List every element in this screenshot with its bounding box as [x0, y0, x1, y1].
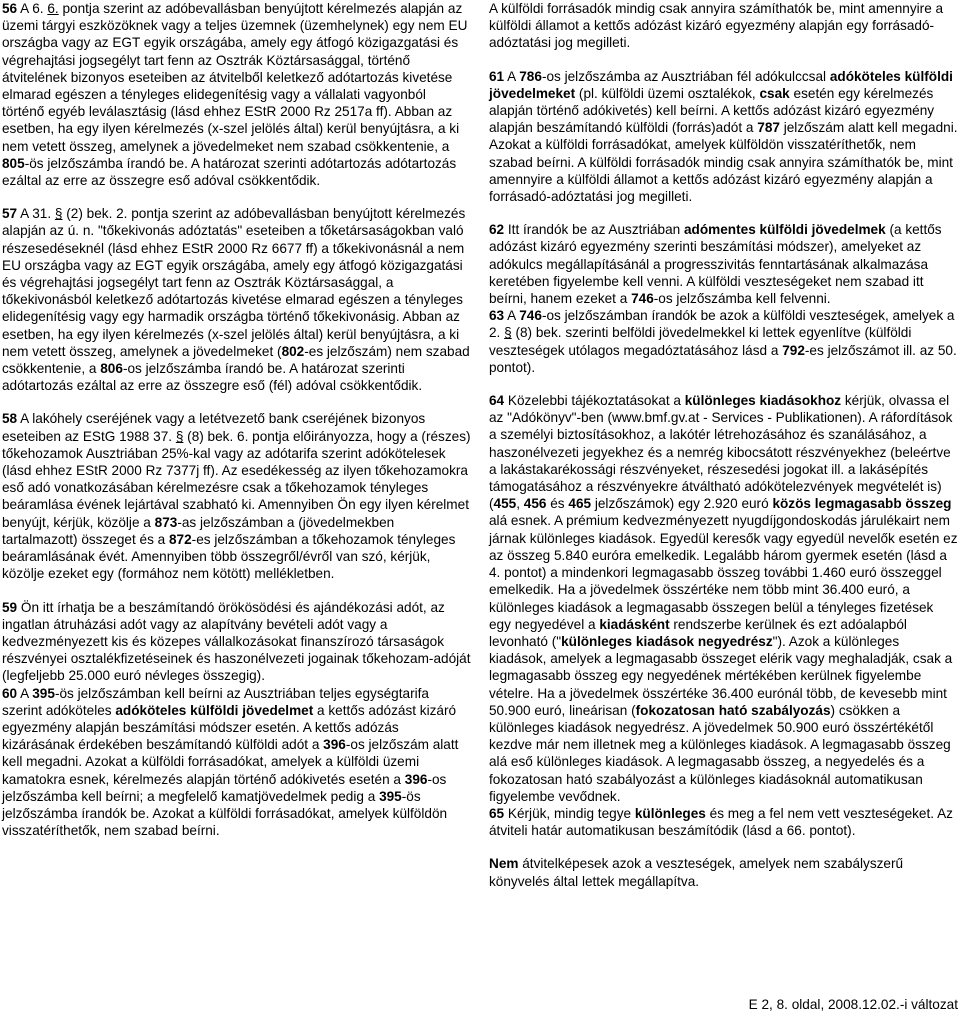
text-segment: 396: [323, 737, 346, 753]
left-column: [2, 0, 472, 839]
text-segment: -os jelzőszámba írandó be. A határozat szerinti adótartozás ezáltal az erre az összegre eső (fél) adóval csökkentődik.: [2, 361, 423, 394]
text-segment: 6.: [47, 1, 59, 16]
text-segment: Itt írandók be az Ausztriában: [504, 222, 684, 238]
right-column: [489, 0, 959, 906]
text-segment: 465: [568, 496, 592, 512]
text-segment: -ös jelzőszámba írandó be. A határozat szerinti adótartozás adótartozás ezáltal az erre az összegre eső adóval csökkentődik.: [2, 155, 457, 189]
text-segment: és: [546, 496, 569, 512]
paragraph-p58: [2, 410, 472, 582]
paragraph-p62: [489, 221, 959, 307]
paragraph-p59: [2, 599, 472, 685]
paragraph-p61: [489, 68, 959, 206]
text-segment: különleges: [634, 805, 706, 821]
text-segment: különleges kiadásokhoz: [684, 393, 842, 409]
paragraph-p-nem: [489, 855, 959, 889]
text-segment: különleges kiadások negyedrész: [561, 633, 773, 649]
text-segment: A: [504, 68, 520, 84]
text-segment: fokozatosan ható szabályozás: [635, 702, 831, 718]
paragraph-r-intro: [489, 0, 959, 52]
text-segment: 792: [782, 342, 805, 358]
text-segment: 395: [32, 685, 55, 701]
text-segment: alá esnek. A prémium kedvezményezett nyugdíjgondoskodás járulékairt nem járnak különleges kiadások. Egyedül keresők vagy egyedül nevelők esetén ez az összeg 5.840 euróra emelkedik. Legalább három gyermek esetén (lásd a 4. pontot) a mindenkori legmagasabb összeg további 1.460 euró összeggel emelkedik. Ha a jövedelmek összértéke nem több mint 36.400 euró, a különleges kiadások a legmagasabb összegen belül a tényleges fizetések egy negyedével a: [489, 513, 958, 632]
paragraph-p63: [489, 307, 959, 376]
text-segment: pontja szerint az adóbevallásban benyújtott kérelmezés alapján az üzemi tárgyi eszközöknek vagy a teljes üzemnek (üzemhelynek) egy nem EU országba vagy az EGT egyik országába, amely egy átfogó közigazgatási és végrehajtási jogsegélyt tart fenn az Osztrák Köztársasággal, történő átvitelének bizonyos eseteiben az átvitelből keletkező adótartozás kivetése elmarad egészen a tényleges elidegenítésig vagy a vállalati vagyonból történő egyéb leválasztásig (lásd ehhez EStR 2000 Rz 2517a ff). Abban az esetben, ha egy ilyen kérelmezés (x-szel jelölés által) kerül benyújtásra, a ki nem vetett összeg, amelynek a jövedelmeket nem szabad csökkentenie, a: [2, 1, 468, 154]
text-segment: 802: [281, 343, 305, 359]
text-segment: Kérjük, mindig tegye: [504, 805, 635, 821]
text-segment: és meg a fel nem vett veszteségeket. Az átviteli határ automatikusan beszámítódik (lásd a 66. pontot).: [489, 805, 953, 839]
text-segment: §: [54, 206, 63, 222]
text-segment: 873: [154, 514, 178, 530]
text-segment: -os jelzőszámba az Ausztriában fél adókulccsal: [541, 68, 830, 84]
text-segment: 62: [489, 222, 505, 238]
paragraph-p57: [2, 205, 472, 394]
text-segment: 64: [489, 393, 505, 409]
text-segment: 396: [404, 771, 428, 787]
text-segment: adómentes külföldi jövedelmek: [683, 222, 886, 238]
text-segment: 65: [489, 805, 505, 821]
text-segment: (pl. külföldi üzemi osztalékok,: [575, 85, 760, 101]
text-segment: -ös jelzőszámba írandók be. Azokat a külföldi forrásadókat, amelyek külföldön visszatéríthetők, nem szabad beírni.: [2, 788, 448, 839]
text-segment: 57: [2, 206, 18, 222]
text-segment: "). Azok a különleges kiadások, amelyek a legmagasabb összeget elérik vagy meghaladják, csak a legmagasabb összeg egy negyedének mértékében kerülnek figyelembe vételre. Ha a jövedelmek összértéke 36.400 eurónál több, de kevesebb mint 50.900 euró, lineárisan (: [489, 633, 953, 718]
text-segment: -es jelzőszámot ill. az 50. pontot).: [489, 342, 957, 375]
text-segment: jelzőszám alatt kell megadni. Azokat a külföldi forrásadókat, amelyek külföldön visszatéríthetők, nem szabad beírni. A külföldi forrásadók mindig csak annyira számíthatók be, mint amennyire a külföldi államot a kettős adózást kizáró egyezmény alapján a forrásadó-adóztatási jog megilleti.: [489, 120, 958, 205]
page-footer: E 2, 8. oldal, 2008.12.02.-i változat: [748, 997, 958, 1012]
text-segment: (2) bek. 2. pontja szerint az adóbevallásban benyújtott kérelmezés alapján az ú. n. "tőkekivonás adóztatás" eseteiben a tőketársaságokban való részesedéseknél (lásd ehhez EStR 2000 Rz 6677 ff) a tőkekivonásnál a nem EU országba vagy az EGT egyik országába, amely egy átfogó közigazgatási és végrehajtási jogsegélyt tart fenn az Osztrák Köztársasággal, a tőkekivonásból keletkező adótartozás kivetése elmarad egészen a tényleges elidegenítésig vagy egy harmadik országba történő tőkekivonásig. Abban az esetben, ha egy ilyen kérelmezés (x-szel jelölés által) kerül benyújtásra, a ki nem vetett összeg, amelynek a jövedelmeket (: [2, 206, 466, 359]
text-segment: 56: [2, 1, 18, 16]
text-segment: kérjük, olvassa el az "Adókönyv"-ben (www.bmf.gv.at - Services - Publikationen). A ráfordítások a személyi biztosításokhoz, a lakótér létrehozásához és szanálásához, a haszonélvezeti jegyekhez és a nemrég kibocsátott részvényekhez (beleértve a lakástakarékossági részvényeket, részesedési jogokat ill. a lakásépítés támogatásához a részvényekre átváltható adókötelezvények megvételét is) (: [489, 393, 953, 512]
text-segment: csak: [759, 85, 790, 101]
text-segment: 746: [631, 291, 654, 307]
text-segment: 787: [757, 120, 780, 136]
text-segment: adóköteles külföldi jövedelmeket: [489, 68, 953, 101]
text-segment: átvitelképesek azok a veszteségek, amelyek nem szabályszerű könyvelés által lettek megállapítva.: [489, 856, 904, 889]
text-segment: 61: [489, 68, 505, 84]
text-segment: rendszerbe kerülnek és ezt adóalapból levonható (": [489, 616, 907, 649]
text-segment: ,: [516, 496, 524, 512]
paragraph-p64: [489, 392, 959, 805]
text-segment: -os jelzőszámban írandók be azok a külföldi veszteségek, amelyek a 2.: [489, 308, 955, 341]
text-segment: közös legmagasabb összeg: [772, 496, 952, 512]
text-segment: 746: [519, 308, 542, 324]
text-segment: esetén egy kérelmezés alapján történő adókivetés) kell beírni. A kettős adózást kizáró egyezmény alapján beszámítandó külföldi (forrás)adót a: [489, 85, 935, 136]
text-segment: a kettős adózást kizáró egyezmény alapján beszámítási módszer esetén. A kettős adózás kizárásának érdekében beszámítandó külföldi adót a: [2, 702, 457, 753]
text-segment: 63: [489, 308, 505, 324]
text-segment: 59: [2, 599, 18, 615]
text-segment: A 6.: [17, 1, 48, 16]
text-segment: 786: [519, 68, 542, 84]
text-segment: -ös jelzőszámban kell beírni az Ausztriában teljes egységtarifa szerint adóköteles: [2, 685, 429, 718]
text-segment: Nem: [489, 856, 519, 872]
text-segment: A: [504, 308, 520, 324]
text-segment: (a kettős adózást kizáró egyezmény szerinti beszámítási módszer), amelyeket az adókulcs megállapításánál a progresszivitás fenntartásának alkalmazása keretében figyelembe kell venni. A külföldi veszteségeket nem szabad itt beírni, hanem ezeket a: [489, 222, 942, 307]
text-segment: -os jelzőszám alatt kell megadni. Azokat a külföldi forrásadókat, amelyek a külföldi üzemi kamatokra esnek, kérelmezés alapján történő adókivetés esetén a: [2, 737, 459, 787]
text-segment: ) csökken a különleges kiadások negyedrész. A jövedelmek 50.900 euró összértékétől kezdve már nem illetnek meg a különleges kiadások. A legmagasabb összeg alá eső különleges kiadások. A legmagasabb összeg, a negyedelés és a fokozatosan ható szabályozást a különleges kiadásoknál automatikusan figyelembe vevődnek.: [489, 702, 951, 804]
text-segment: §: [504, 325, 512, 341]
text-segment: -es jelzőszámban a tőkehozamok tényleges beáramlásának évét. Amennyiben több összegről/évről van szó, kérjük, közölje ezeket egy (formához nem kötött) mellékletben.: [2, 531, 456, 582]
text-segment: 60: [2, 685, 18, 701]
text-segment: 456: [523, 496, 547, 512]
text-segment: 805: [2, 155, 25, 171]
text-segment: kiadásként: [599, 616, 670, 632]
text-segment: 395: [379, 788, 402, 804]
text-segment: jelzőszámok) egy 2.920 euró: [591, 496, 773, 512]
text-segment: A: [17, 685, 33, 701]
text-segment: -es jelzőszám) nem szabad csökkentenie, a: [2, 343, 470, 377]
text-segment: Közelebbi tájékoztatásokat a: [504, 393, 685, 409]
text-segment: A lakóhely cseréjének vagy a letétvezető bank cseréjének bizonyos eseteiben az EStG 1988 37.: [2, 411, 426, 444]
paragraph-p65: [489, 805, 959, 839]
text-segment: -os jelzőszámba kell beírni; a megfelelő kamatjövedelmek pedig a: [2, 771, 447, 804]
text-segment: (8) bek. 6. pontja előirányozza, hogy a (részes) tőkehozamok Ausztriában 25%-kal vagy az adótarifa szerint adókötelesek (lásd ehhez EStR 2000 Rz 7377j ff). Az esedékesség az ilyen tőkehozamokra eső adó vonatkozásában kérelmezésre csak a tőkehozamok tényleges beáramlása évének lejártával szabható ki. Amennyiben Ön egy ilyen kérelmet benyújt, kérjük, közölje a: [2, 428, 471, 530]
text-segment: 58: [2, 411, 18, 427]
text-segment: §: [175, 428, 184, 444]
text-segment: (8) bek. szerinti belföldi jövedelmekkel ki lettek egyenlítve (külföldi veszteségek utólagos megadóztatásához lásd a: [489, 325, 912, 358]
text-segment: 872: [168, 531, 192, 547]
text-segment: 806: [100, 361, 123, 377]
text-segment: adóköteles külföldi jövedelmet: [115, 702, 314, 718]
text-segment: -os jelzőszámba kell felvenni.: [653, 291, 831, 307]
text-segment: 455: [493, 496, 517, 512]
paragraph-p56: [2, 0, 472, 189]
text-segment: -as jelzőszámban a (jövedelmekben tartalmazott) összeget és a: [2, 514, 395, 547]
paragraph-p60: [2, 685, 472, 840]
text-segment: A 31.: [17, 206, 55, 222]
text-segment: A külföldi forrásadók mindig csak annyira számíthatók be, mint amennyire a külföldi államot a kettős adózást kizáró egyezmény alapján egy forrásadó-adóztatási jog megilleti.: [489, 1, 944, 51]
text-segment: Ön itt írhatja be a beszámítandó örökösödési és ajándékozási adót, az ingatlan átruházási adót vagy az alapítvány bevételi adót vagy a kedvezményezett kis és közepes vállalkozásokat finanszírozó társaságok részvényei osztalékfizetéseinek és haszonélvezeti jogainak tőkehozam-adóját (legfeljebb 25.000 euró névleges összegig).: [2, 599, 471, 684]
